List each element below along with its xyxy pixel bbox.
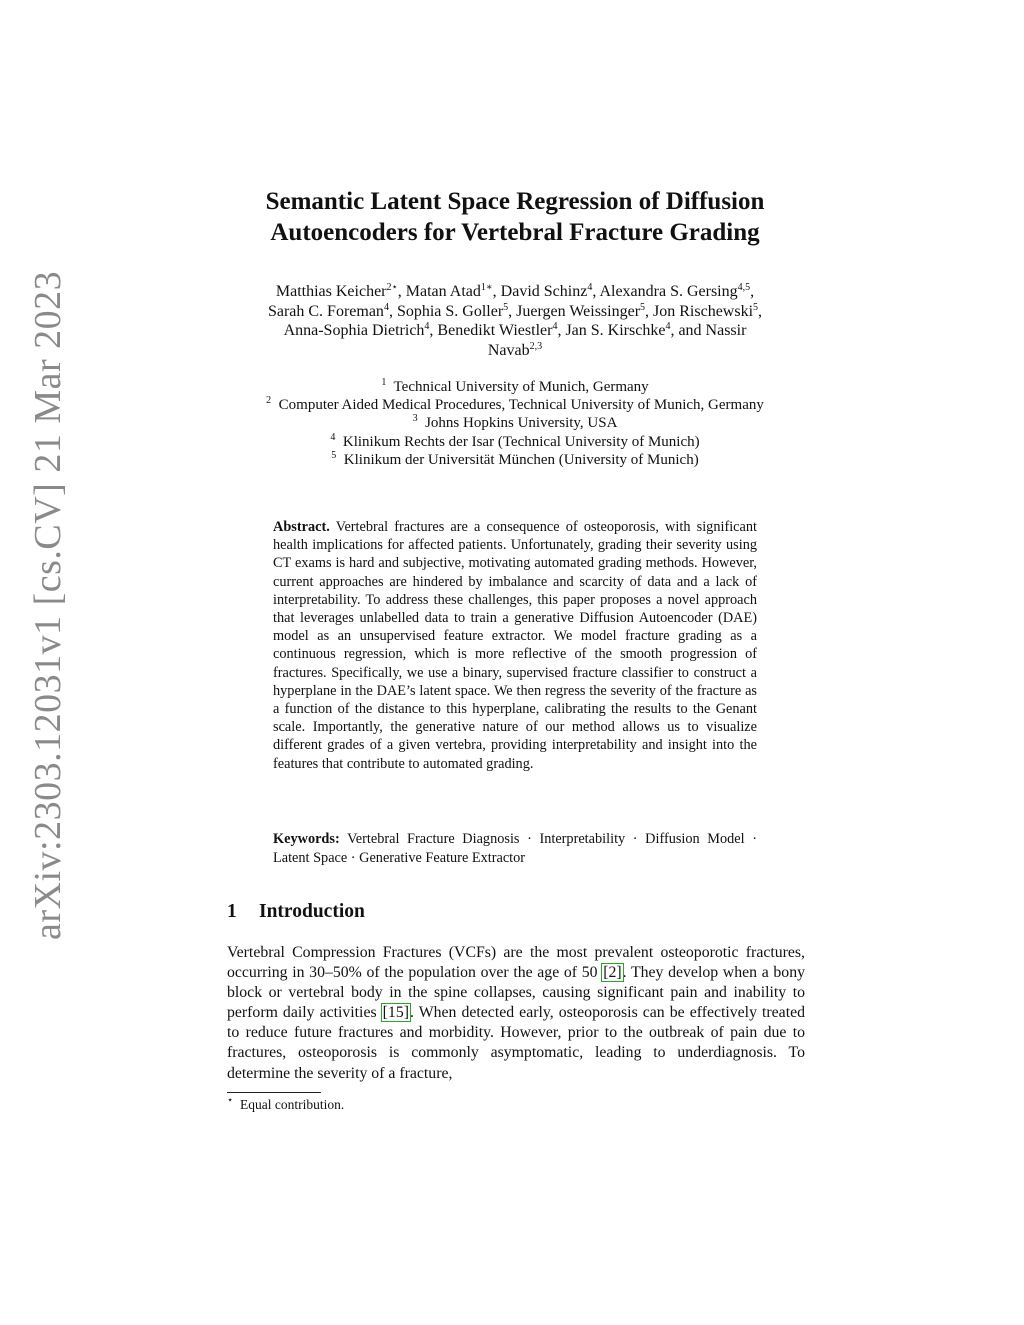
author-separator: , [397,283,406,300]
affiliation-number: 3 [412,413,418,425]
keywords [273,830,757,867]
author-name: Matan Atad [405,283,481,300]
abstract-text: Vertebral fractures are a consequence of osteoporosis, with significant health implications for affected patients. Unfortunately, grading their severity using CT exams is hard and subjective, motivating automated grading methods. However, current approaches are hindered by imbalance and scarcity of data and a lack of interpretability. To address these challenges, this paper proposes a novel approach that leverages unlabelled data to train a generative Diffusion Autoencoder (DAE) model as an unsupervised feature extractor. We model fracture grading as a continuous regression, which is more reflective of the smooth progression of fractures. Specifically, we use a binary, supervised fracture classifier to construct a hyperplane in the DAE’s latent space. We then regress the severity of the fracture as a function of the distance to this hyperplane, calibrating the results to the Genant scale. Importantly, the generative nature of our method allows us to visualize different grades of a given vertebra, providing interpretability and insight into the features that contribute to automated grading. [273,519,757,772]
intro-text: . When detected early, osteoporosis can be effectively treated to reduce future fractures and morbidity. However, prior to the outbreak of pain due to fractures, osteoporosis is commonly asymptomatic, leading to underdiagnosis. To determine the severity of a fracture, [227,1004,805,1082]
introduction-paragraph [227,943,805,1084]
citation-link[interactable]: [15] [382,1004,409,1022]
author-name: Jan S. Kirschke [565,322,666,339]
author-separator: , [670,322,679,339]
author-affiliation-mark: 2,3 [529,340,543,352]
author-affiliation-mark: 4,5 [737,282,751,293]
author-name: David Schinz [500,283,588,300]
affiliation-text: Klinikum Rechts der Isar (Technical University of Munich) [342,433,700,450]
author-affiliation-mark: 4 [587,282,593,293]
keywords-label: Keywords: [273,831,340,847]
author-affiliation-mark: 4 [665,321,671,332]
abstract [273,518,757,773]
author-name: Jon Rischewski [653,302,754,320]
author-affiliation-mark: 1∗ [480,282,493,293]
title-line-1: Semantic Latent Space Regression of Diffusion [265,188,765,215]
affiliation-text: Technical University of Munich, Germany [393,379,649,395]
author-name: Sarah C. Foreman [267,302,384,320]
affiliation [220,433,810,451]
affiliation-list [220,378,810,469]
author-name: Matthias Keicher [275,283,387,300]
author-name: Sophia S. Goller [396,302,504,320]
author-separator: , [557,322,566,339]
author-separator: , [758,302,763,320]
author-affiliation-mark: 4 [424,321,430,332]
affiliation-text: Johns Hopkins University, USA [425,415,618,432]
intro-text: Vertebral Compression Fractures (VCFs) are the most prevalent osteoporotic fractures, occurring in 30–50% of the population over the age of 50 [227,944,805,982]
author-name: Anna-Sophia Dietrich [283,322,425,339]
author-separator: , [508,302,517,320]
affiliation-text: Computer Aided Medical Procedures, Technical University of Munich, Germany [278,397,764,414]
footnote-text: Equal contribution. [240,1097,345,1112]
keywords-text: Vertebral Fracture Diagnosis · Interpretability · Diffusion Model · Latent Space · Generative Feature Extractor [273,831,757,866]
author-affiliation-mark: 5 [753,301,759,313]
footnote [227,1096,344,1113]
title-line-2: Autoencoders for Vertebral Fracture Grading [270,219,760,246]
section-heading [227,900,365,924]
section-number: 1 [227,901,237,922]
author-separator: , [645,302,654,320]
author-separator: , [750,283,755,300]
author-separator: , [492,283,501,300]
footnote-mark: ⋆ [227,1095,234,1106]
affiliation-text: Klinikum der Universität München (University of Munich) [343,451,699,468]
author-affiliation-mark: 2⋆ [386,282,398,293]
paper-title [200,186,830,248]
affiliation-number: 2 [266,395,272,407]
affiliation-number: 4 [330,431,336,443]
affiliation [220,378,810,396]
author-list: Matthias Keicher$^{2⋆}$, Matan Atad$^{1∗}$, David Schinz$^4$, Alexandra S. Gersing$^{4,5}$, Sarah C. Foreman$^4$, Sophia S. Goller$^5$, Juergen Weissinger$^5$, Jon Rischewski$^5$, Anna-Sophia Dietrich$^4$, Benedikt Wiestler$^4$, Jan S. Kirschke$^4$, and Nassir Navab$^{2,3}$ [267,282,763,359]
author-affiliation-mark: 5 [503,301,509,313]
section-title: Introduction [259,901,365,922]
abstract-label: Abstract. [273,519,330,535]
author-conjunction: and [678,322,702,339]
author-separator: , [429,322,438,339]
affiliation-number: 5 [331,449,337,461]
affiliation [220,414,810,432]
author-affiliation-mark: 4 [552,321,558,332]
affiliation [220,396,810,414]
affiliation-number: 1 [381,377,387,388]
affiliation [220,451,810,469]
intro-text: . They develop when a bony block or vertebral body in the spine collapses, causing significant pain and inability to perform daily activities [227,964,805,1022]
author-affiliation-mark: 5 [640,301,646,313]
author-separator: , [592,283,600,300]
author-name: Alexandra S. Gersing [599,283,738,300]
author-name: Benedikt Wiestler [437,322,553,339]
footnote-divider [227,1092,321,1093]
author-affiliation-mark: 4 [383,301,389,313]
arxiv-identifier: arXiv:2303.12031v1 [cs.CV] 21 Mar 2023 [27,270,69,940]
author-separator: , [388,302,397,320]
citation-link[interactable]: [2] [603,964,622,982]
author-name: Juergen Weissinger [516,302,641,320]
